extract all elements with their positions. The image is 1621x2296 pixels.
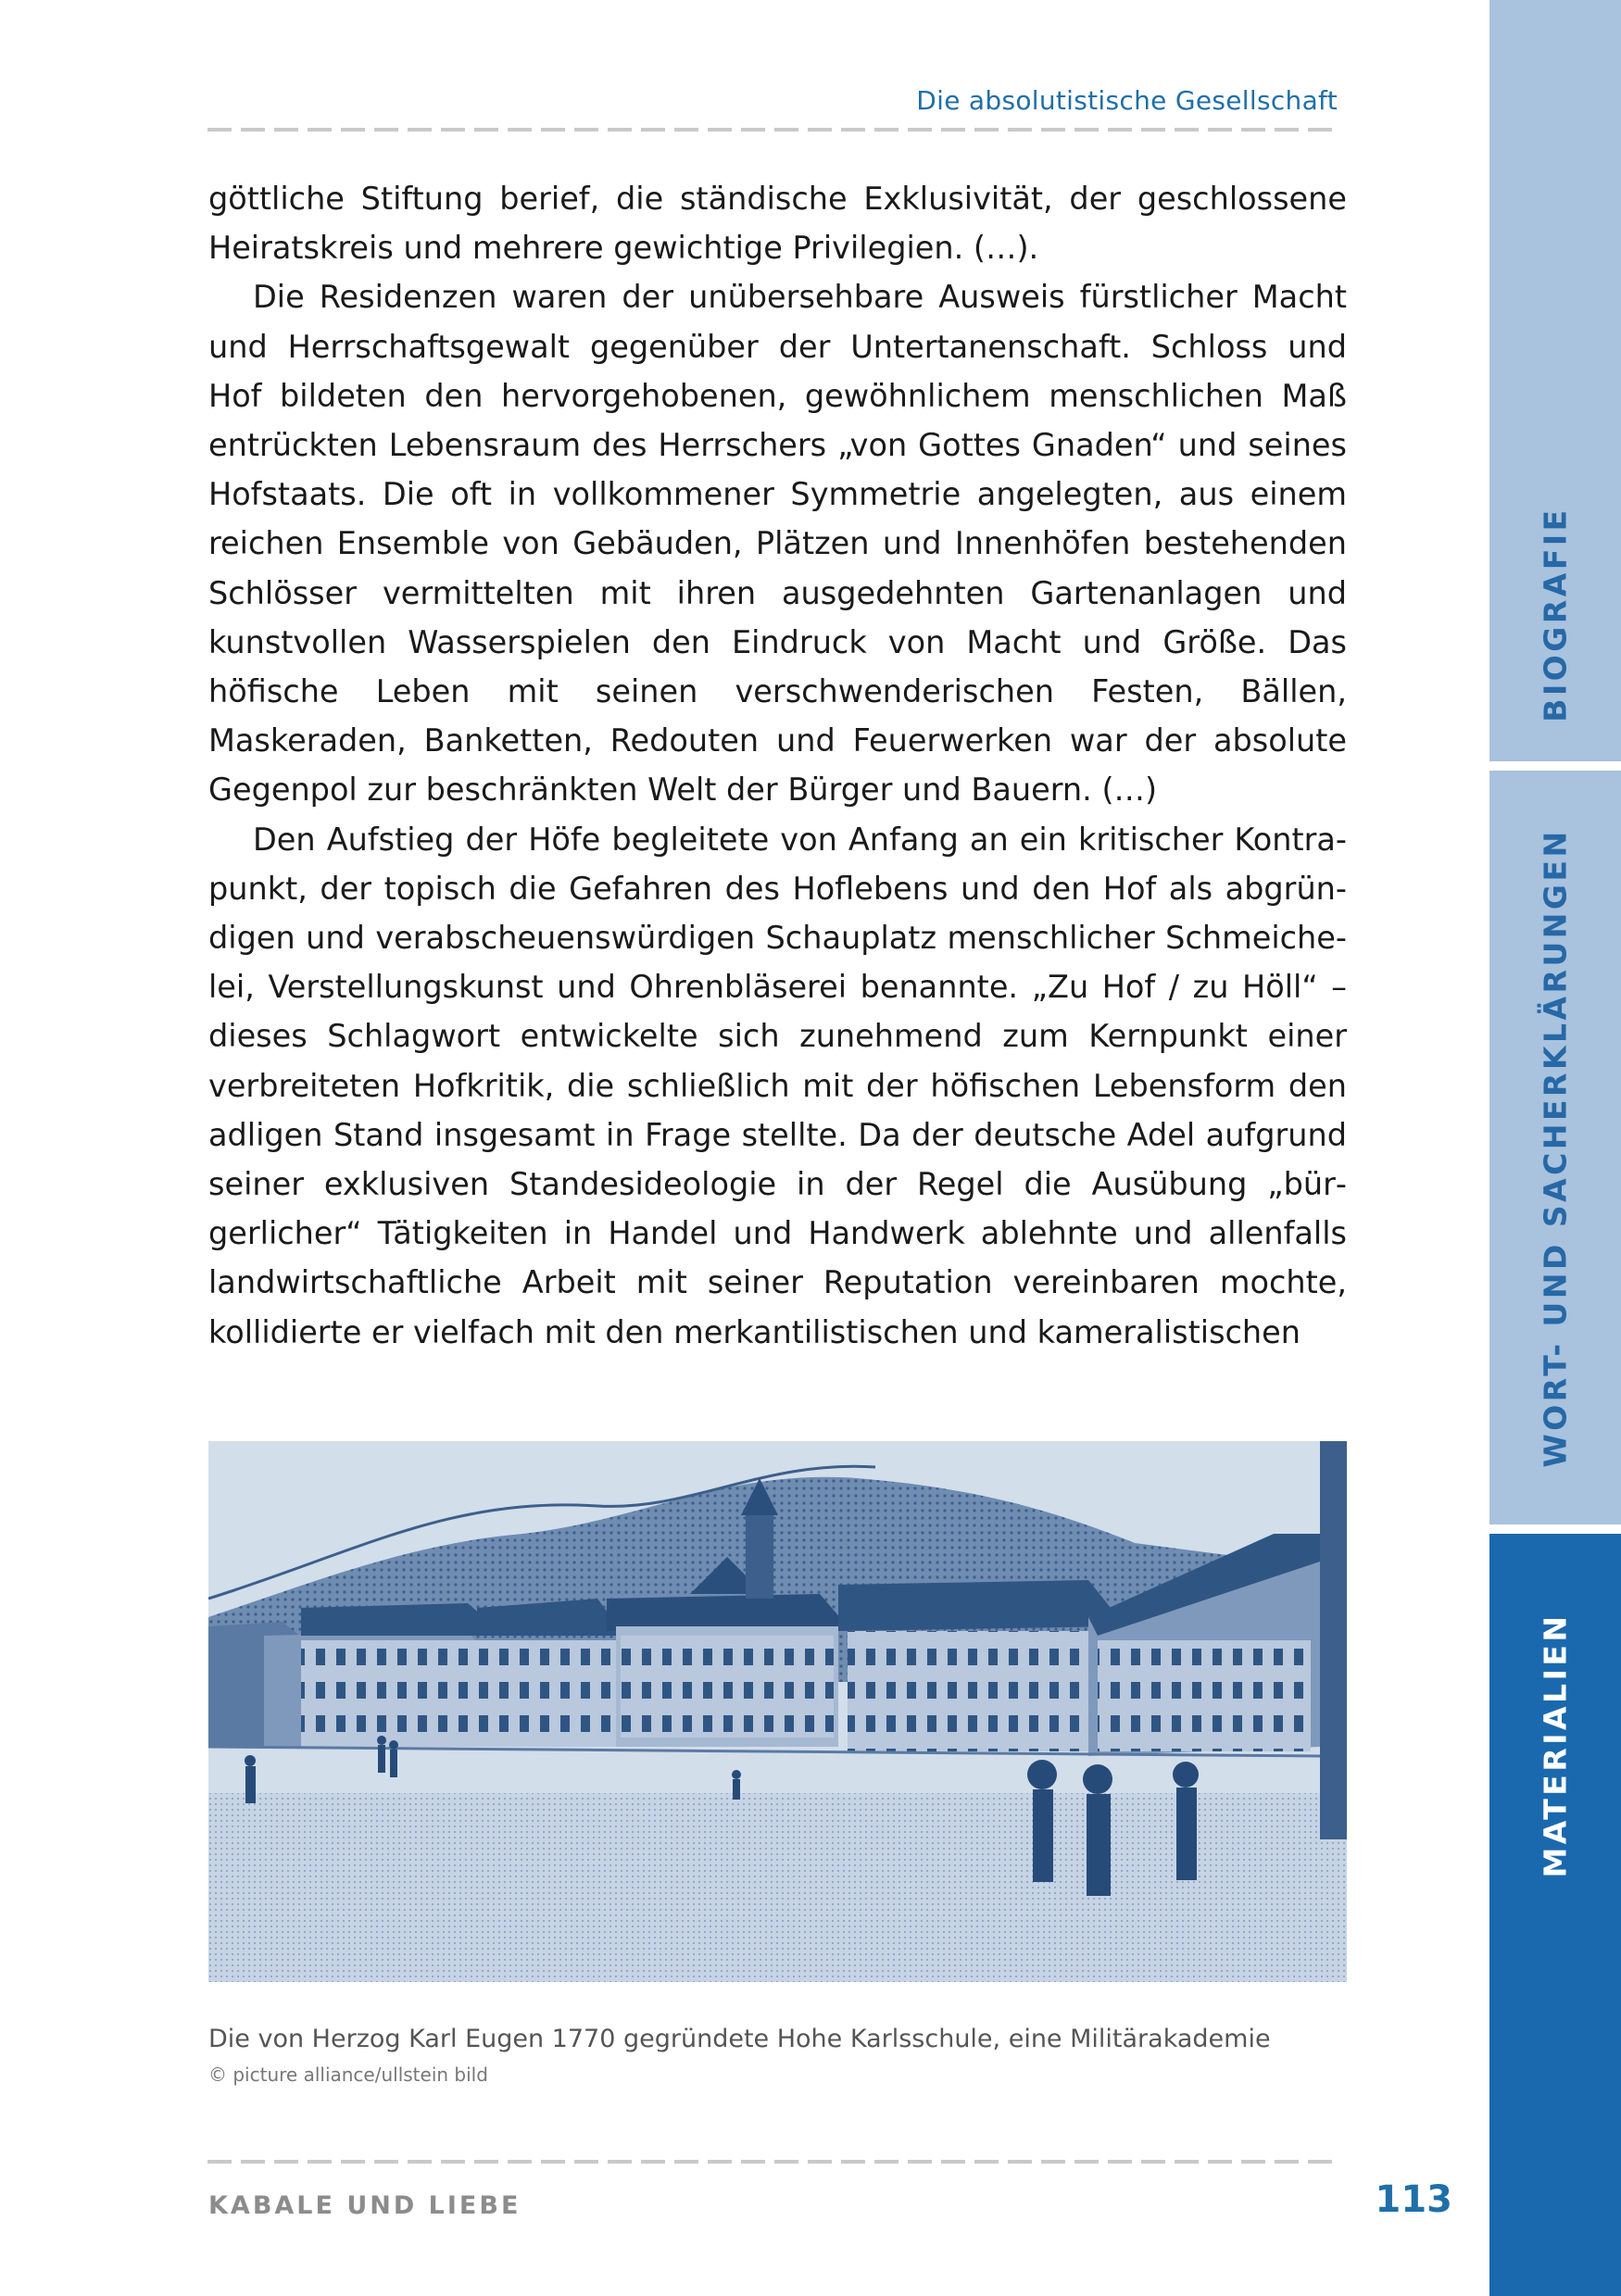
footer-divider [207, 2160, 1336, 2164]
tab-materialien[interactable] [1489, 1534, 1621, 2296]
figure-caption: Die von Herzog Karl Eugen 1770 gegründete Hohe Karlsschule, eine Militärakademie [208, 2025, 1271, 2053]
book-title: KABALE UND LIEBE [208, 2191, 521, 2220]
paragraph: göttliche Stiftung berief, die ständische Exklusivität, der geschlossene Heiratskreis und mehrere gewichtige Privilegien. (…). [208, 181, 1347, 267]
page-number: 113 [1375, 2178, 1452, 2221]
tab-biografie[interactable] [1489, 0, 1621, 761]
karlsschule-engraving [208, 1441, 1347, 1982]
tab-wort-und-sacherklaerungen[interactable] [1489, 771, 1621, 1524]
tab-biografie-label: BIOGRAFIE [1537, 506, 1574, 722]
figure-credit: © picture alliance/ullstein bild [208, 2064, 488, 2086]
paragraph: Den Aufstieg der Höfe begleitete von Anfang an ein kritischer Kontrapunkt, der topisch die Gefahren des Hoflebens und den Hof als abgründigen und verabscheuenswürdigen Schauplatz menschlicher Schmeichelei, Verstellungskunst und Ohrenbläserei benannte. „Zu Hof / zu Höll“ – dieses Schlagwort entwickelte sich zunehmend zum Kernpunkt einer verbreiteten Hofkritik, die schließlich mit der höfischen Lebensform den adligen Stand insgesamt in Frage stellte. Da der deutsche Adel aufgrund seiner exklusiven Standesideologie in der Regel die Ausübung „bürgerlicher“ Tätigkeiten in Handel und Handwerk ablehnte und allenfalls landwirtschaftliche Arbeit mit seiner Reputation vereinbaren mochte, kollidierte er vielfach mit den merkantilistischen und kameralistischen [208, 821, 1347, 1350]
header-divider [207, 128, 1336, 132]
tab-wort-label: WORT- UND SACHERKLÄRUNGEN [1537, 827, 1574, 1468]
paragraph: Die Residenzen waren der unübersehbare Ausweis fürstlicher Macht und Herrschaftsgewalt gegenüber der Untertanenschaft. Schloss und Hof bildeten den hervorgehobenen, gewöhnlichem menschlichen Maß entrückten Lebensraum des Herrschers „von Gottes Gnaden“ und seines Hofstaats. Die oft in vollkommener Symmetrie angelegten, aus einem reichen Ensemble von Gebäuden, Plätzen und Innenhöfen bestehenden Schlösser vermittelten mit ihren ausgedehnten Gartenanlagen und kunstvollen Wasserspielen den Eindruck von Macht und Größe. Das höfische Leben mit seinen verschwenderischen Festen, Bällen, Maskeraden, Banketten, Redouten und Feuerwerken war der absolute Gegenpol zur beschränkten Welt der Bürger und Bauern. (…) [208, 279, 1347, 809]
body-text [208, 174, 1347, 1357]
running-header: Die absolutistische Gesellschaft [916, 85, 1338, 116]
tab-materialien-label: MATERIALIEN [1537, 1612, 1574, 1878]
